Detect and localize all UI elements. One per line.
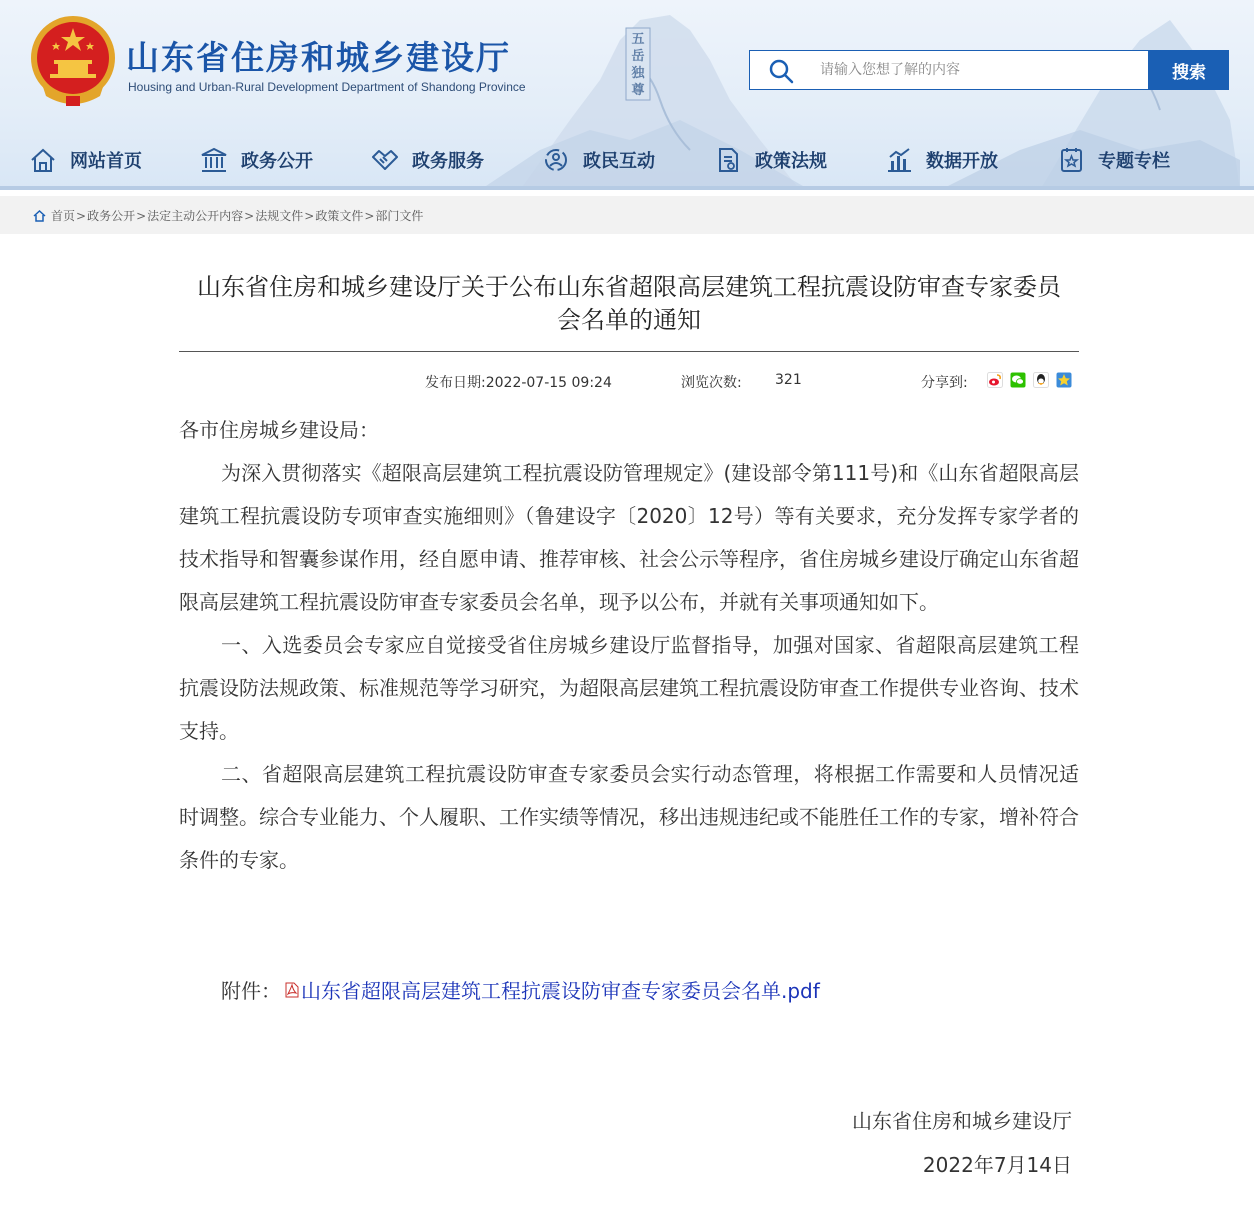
wechat-share-icon[interactable] [1010,372,1026,388]
share-icons [987,372,1072,388]
handshake-icon [370,145,400,175]
article-title-line1: 山东省住房和城乡建设厅关于公布山东省超限高层建筑工程抗震设防审查专家委员 [197,273,1061,301]
document-icon [713,145,743,175]
article-title [179,271,1079,337]
nav-label: 政民互动 [583,151,655,172]
attachment-label: 附件： [221,979,281,1003]
paragraph-1: 为深入贯彻落实《超限高层建筑工程抗震设防管理规定》(建设部令第111号)和《山东省超限高层建筑工程抗震设防专项审查实施细则》（鲁建设字〔2020〕12号）等有关要求，充分发挥专家学者的技术指导和智囊参谋作用，经自愿申请、推荐审核、社会公示等程序，省住房城乡建设厅确定山东省超限高层建筑工程抗震设防审查专家委员会名单，现予以公布，并就有关事项通知如下。 [179,461,1079,614]
national-emblem-icon [28,14,118,109]
nav-item-public-interaction[interactable] [541,140,655,180]
title-divider [179,351,1079,352]
nav-item-government-affairs[interactable] [199,140,313,180]
article-title-line2: 会名单的通知 [557,306,701,334]
breadcrumb-item-home[interactable]: 首页 [51,209,76,223]
site-header [0,0,1254,190]
bar-chart-icon [884,145,914,175]
qq-share-icon[interactable] [1033,372,1049,388]
search-icon[interactable] [768,58,794,84]
breadcrumb-item-government-affairs[interactable]: 政务公开 [87,209,136,223]
nav-label: 数据开放 [926,151,998,172]
nav-item-home[interactable] [28,140,142,180]
site-subtitle: Housing and Urban-Rural Development Department of Shandong Province [128,80,526,94]
nav-label: 政策法规 [755,151,827,172]
publish-date: 发布日期:2022-07-15 09:24 [425,375,612,391]
nav-label: 政务服务 [412,151,484,172]
breadcrumb-item-statutory-disclosure[interactable]: 法定主动公开内容 [147,209,244,223]
site-title: 山东省住房和城乡建设厅 [126,38,511,77]
article-meta [179,369,1079,391]
article-body [179,409,1079,882]
attachment-link[interactable]: 山东省超限高层建筑工程抗震设防审查专家委员会名单.pdf [301,979,820,1003]
breadcrumb-separator: > [76,208,87,223]
breadcrumb-separator: > [364,208,375,223]
nav-label: 网站首页 [70,151,142,172]
nav-item-government-services[interactable] [370,140,484,180]
search-button[interactable]: 搜索 [1149,50,1229,90]
share-label: 分享到: [921,375,968,391]
nav-item-open-data[interactable] [884,140,998,180]
breadcrumb-separator: > [244,208,255,223]
paragraph-2: 一、入选委员会专家应自觉接受省住房城乡建设厅监督指导，加强对国家、省超限高层建筑工程抗震设防法规政策、标准规范等学习研究，为超限高层建筑工程抗震设防审查工作提供专业咨询、技术支持。 [179,633,1079,743]
breadcrumb-separator: > [304,208,315,223]
salutation: 各市住房城乡建设局： [179,418,379,442]
nav-label: 专题专栏 [1098,151,1170,172]
nav-label: 政务公开 [241,151,313,172]
breadcrumb-item-department-documents[interactable]: 部门文件 [375,209,424,223]
nav-item-policies-regulations[interactable] [713,140,827,180]
government-building-icon [199,145,229,175]
paragraph-3: 二、省超限高层建筑工程抗震设防审查专家委员会实行动态管理，将根据工作需要和人员情况适时调整。综合专业能力、个人履职、工作实绩等情况，移出违规违纪或不能胜任工作的专家，增补符合条件的专家。 [179,762,1079,872]
pdf-icon [285,982,299,998]
home-icon [33,209,46,222]
search-box [749,50,1149,90]
breadcrumb-bar [0,196,1254,234]
breadcrumb-item-policy-documents[interactable]: 政策文件 [315,209,364,223]
breadcrumb-separator: > [136,208,147,223]
qzone-share-icon[interactable] [1056,372,1072,388]
main-nav [0,140,1254,182]
attachment [221,975,820,1004]
people-interaction-icon [541,145,571,175]
nav-item-special-topics[interactable] [1056,140,1170,180]
breadcrumb-item-regulations[interactable]: 法规文件 [255,209,304,223]
seal-text: 五岳独尊 [631,32,645,98]
special-column-icon [1056,145,1086,175]
views-label: 浏览次数: [681,375,742,391]
nav-divider [0,186,1254,190]
signature-date: 2022年7月14日 [922,1153,1072,1177]
home-icon [28,145,58,175]
breadcrumb [33,207,423,224]
weibo-share-icon[interactable] [987,372,1003,388]
search-input[interactable] [820,51,1140,89]
views-count: 321 [775,372,802,388]
article [179,235,1079,1177]
signature-organization: 山东省住房和城乡建设厅 [852,1109,1072,1133]
